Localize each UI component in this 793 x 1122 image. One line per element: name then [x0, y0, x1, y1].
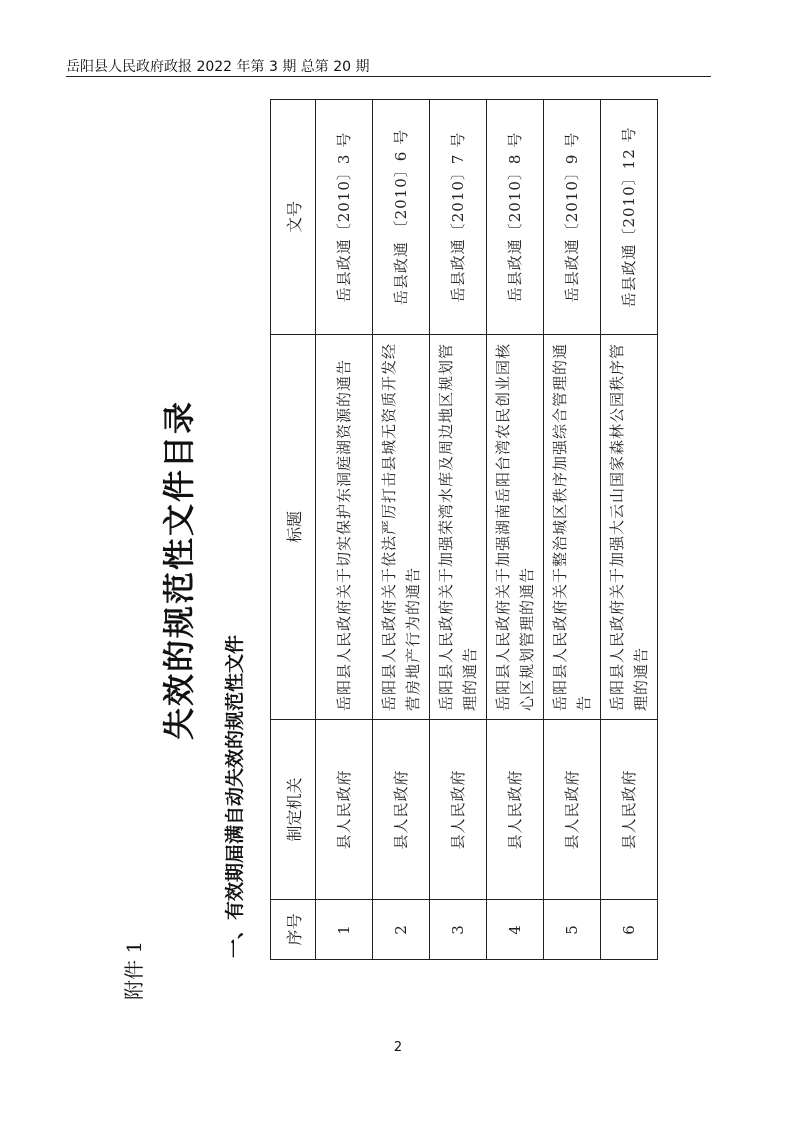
column-header-agency: 制定机关: [271, 720, 316, 900]
cell-agency: 县人民政府: [430, 720, 487, 900]
table-header-row: [271, 100, 316, 960]
table-row: [430, 100, 487, 960]
cell-agency: 县人民政府: [487, 720, 544, 900]
cell-agency: 县人民政府: [316, 720, 373, 900]
section-heading: 一、有效期届满自动失效的规范性文件: [224, 634, 246, 958]
cell-title: 岳阳县人民政府关于切实保护东洞庭湖资源的通告: [316, 335, 373, 720]
table-row: [601, 100, 658, 960]
cell-title: 岳阳县人民政府关于依法严厉打击县城无资质开发经营房地产行为的通告: [373, 335, 430, 720]
rotated-content: [90, 100, 690, 1040]
table-row: [544, 100, 601, 960]
table-row: [487, 100, 544, 960]
column-header-doc-no: 文号: [271, 100, 316, 335]
table-row: [373, 100, 430, 960]
cell-doc-no: 岳县政通〔2010〕8 号: [487, 100, 544, 335]
cell-seq: 5: [544, 900, 601, 960]
cell-seq: 1: [316, 900, 373, 960]
attachment-label: 附件 1: [122, 940, 146, 1000]
running-header: 岳阳县人民政府政报 2022 年第 3 期 总第 20 期: [66, 59, 370, 75]
cell-seq: 4: [487, 900, 544, 960]
cell-doc-no: 岳县政通 〔2010〕6 号: [373, 100, 430, 335]
cell-doc-no: 岳县政通〔2010〕12 号: [601, 100, 658, 335]
document-title: 失效的规范性文件目录: [160, 400, 198, 741]
column-header-seq: 序号: [271, 900, 316, 960]
cell-doc-no: 岳县政通〔2010〕3 号: [316, 100, 373, 335]
cell-seq: 2: [373, 900, 430, 960]
table-row: [316, 100, 373, 960]
cell-seq: 6: [601, 900, 658, 960]
cell-agency: 县人民政府: [373, 720, 430, 900]
cell-doc-no: 岳县政通〔2010〕9 号: [544, 100, 601, 335]
cell-agency: 县人民政府: [544, 720, 601, 900]
cell-title: 岳阳县人民政府关于加强荣湾水库及周边地区规划管理的通告: [430, 335, 487, 720]
cell-title: 岳阳县人民政府关于整治城区秩序加强综合管理的通告: [544, 335, 601, 720]
header-rule: [66, 76, 711, 77]
cell-title: 岳阳县人民政府关于加强大云山国家森林公园秩序管理的通告: [601, 335, 658, 720]
expired-files-table: [270, 99, 658, 960]
cell-doc-no: 岳县政通〔2010〕7 号: [430, 100, 487, 335]
cell-title: 岳阳县人民政府关于加强湖南岳阳台湾农民创业园核心区规划管理的通告: [487, 335, 544, 720]
page-number: 2: [393, 1040, 403, 1055]
column-header-title: 标题: [271, 335, 316, 720]
cell-seq: 3: [430, 900, 487, 960]
cell-agency: 县人民政府: [601, 720, 658, 900]
